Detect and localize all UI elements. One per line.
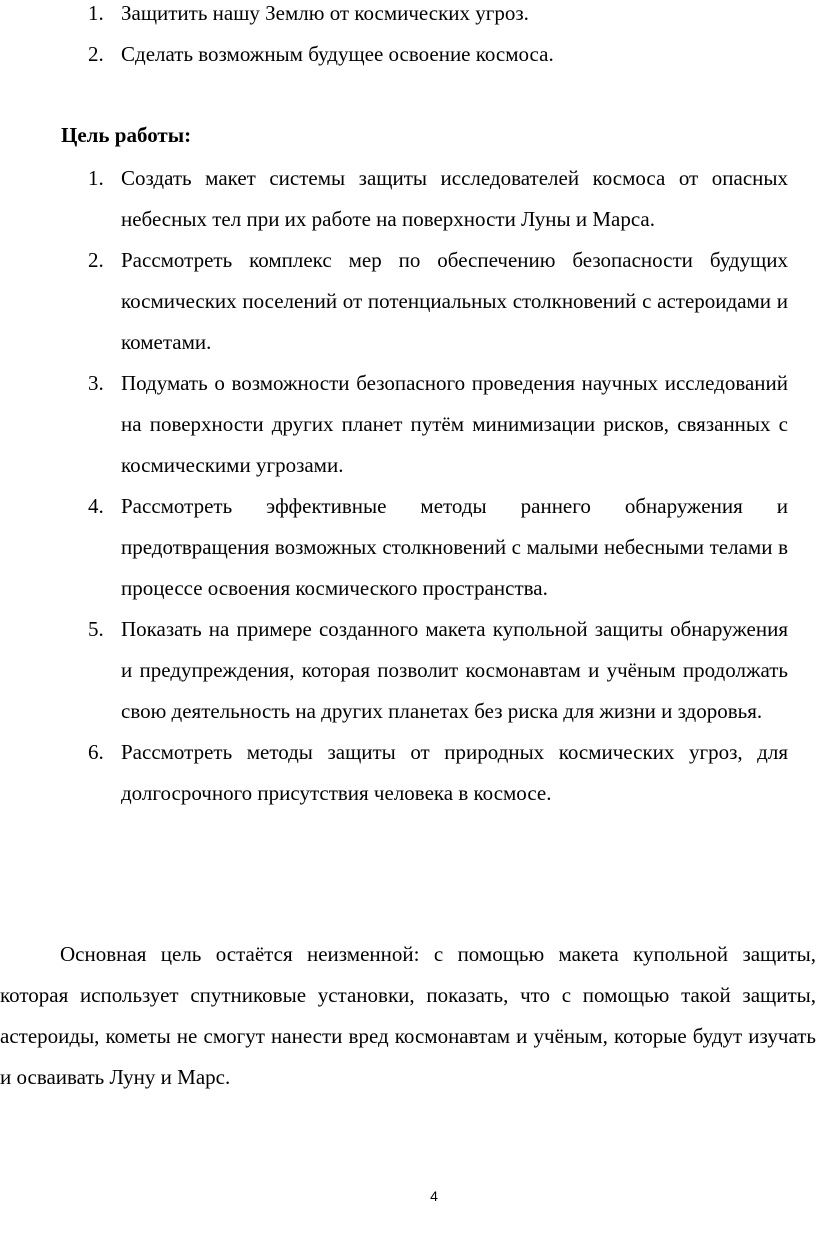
goal-item bbox=[0, 486, 816, 609]
list-item-number: 2. bbox=[88, 42, 104, 66]
goal-item bbox=[0, 240, 816, 363]
goal-item bbox=[0, 732, 816, 814]
goals-list bbox=[0, 158, 816, 814]
list-item-number: 1. bbox=[88, 1, 104, 25]
list-item-text: Сделать возможным будущее освоение космоса. bbox=[121, 42, 554, 66]
goal-text: Рассмотреть эффективные методы раннего обнаружения и предотвращения возможных столкновений с малыми небесными телами в процессе освоения космического пространства. bbox=[121, 494, 788, 600]
goal-text: Рассмотреть методы защиты от природных космических угроз, для долгосрочного присутствия человека в космосе. bbox=[121, 740, 788, 805]
goals-heading: Цель работы: bbox=[61, 123, 192, 147]
goal-item bbox=[0, 158, 816, 240]
goal-number: 5. bbox=[88, 617, 104, 641]
goal-number: 6. bbox=[88, 740, 104, 764]
goal-number: 4. bbox=[88, 494, 104, 518]
main-goal-paragraph: Основная цель остаётся неизменной: с помощью макета купольной защиты, которая использует спутниковые установки, показать, что с помощью такой защиты, астероиды, кометы не смогут нанести вред космонавтам и учёным, которые будут изучать и осваивать Луну и Марс. bbox=[0, 942, 816, 1089]
goal-text: Подумать о возможности безопасного проведения научных исследований на поверхности других планет путём минимизации рисков, связанных с космическими угрозами. bbox=[121, 371, 788, 477]
goal-text: Рассмотреть комплекс мер по обеспечению безопасности будущих космических поселений от потенциальных столкновений с астероидами и кометами. bbox=[121, 248, 788, 354]
goal-text: Показать на примере созданного макета купольной защиты обнаружения и предупреждения, которая позволит космонавтам и учёным продолжать свою деятельность на других планетах без риска для жизни и здоровья. bbox=[121, 617, 788, 723]
goal-item bbox=[0, 609, 816, 732]
goal-number: 2. bbox=[88, 248, 104, 272]
goal-text: Создать макет системы защиты исследователей космоса от опасных небесных тел при их работе на поверхности Луны и Марса. bbox=[121, 166, 788, 231]
list-item-text: Защитить нашу Землю от космических угроз. bbox=[121, 1, 529, 25]
page-number: 4 bbox=[430, 1188, 438, 1204]
goal-number: 3. bbox=[88, 371, 104, 395]
goal-number: 1. bbox=[88, 166, 104, 190]
goal-item bbox=[0, 363, 816, 486]
